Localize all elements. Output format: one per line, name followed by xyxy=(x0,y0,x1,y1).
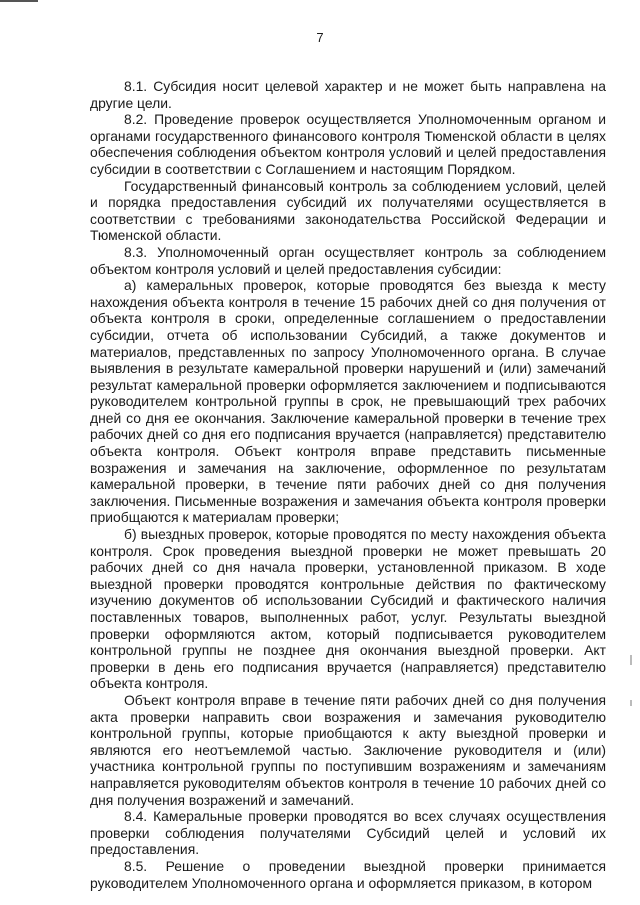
paragraph-8-1: 8.1. Субсидия носит целевой характер и не может быть направлена на другие цели. xyxy=(90,78,606,111)
paragraph-8-4: 8.4. Камеральные проверки проводятся во всех случаях осуществления проверки соблюдения получателями Субсидий целей и условий их предоставления. xyxy=(90,808,606,858)
scan-edge-speck xyxy=(630,655,632,665)
paragraph-8-5: 8.5. Решение о проведении выездной проверки принимается руководителем Уполномоченного органа и оформляется приказом, в котором xyxy=(90,857,606,891)
paragraph-8-3: 8.3. Уполномоченный орган осуществляет контроль за соблюдением объектом контроля условий и целей предоставления субсидии: xyxy=(90,243,606,277)
scan-edge-speck xyxy=(630,700,632,706)
page-number: 7 xyxy=(316,30,324,45)
paragraph-8-3-b: б) выездных проверок, которые проводятся по месту нахождения объекта контроля. Срок проведения выездной проверки не может превышать 20 рабочих дней со дня начала проверки, установленной приказом. В ходе выездной проверки проводятся контрольные действия по фактическому изучению документов об использовании Субсидий и фактического наличия поставленных товаров, выполненных работ, услуг. Результаты выездной проверки оформляются актом, который подписывается руководителем контрольной группы не позднее дня окончания выездной проверки. Акт проверки в день его подписания вручается (направляется) представителю объекта контроля. xyxy=(90,526,606,692)
scan-corner-mark xyxy=(0,0,38,2)
paragraph-8-3-a: а) камеральных проверок, которые проводятся без выезда к месту нахождения объекта контроля в течение 15 рабочих дней со дня получения от объекта контроля в сроки, определенные соглашением о предоставлении субсидии, отчета об использовании Субсидий, а также документов и материалов, представленных по запросу Уполномоченного органа. В случае выявления в результате камеральной проверки нарушений и (или) замечаний результат камеральной проверки оформляется заключением и подписываются руководителем контрольной группы в срок, не превышающий трех рабочих дней со дня ее окончания. Заключение камеральной проверки в течение трех рабочих дней со дня его подписания вручается (направляется) представителю объекта контроля. Объект контроля вправе представить письменные возражения и замечания на заключение, оформленное по результатам камеральной проверки, в течение пяти рабочих дней со дня получения заключения. Письменные возражения и замечания объекта контроля проверки приобщаются к материалам проверки; xyxy=(90,277,606,526)
paragraph-objections: Объект контроля вправе в течение пяти рабочих дней со дня получения акта проверки направить свои возражения и замечания руководителю контрольной группы, которые приобщаются к акту выездной проверки и являются его неотъемлемой частью. Заключение руководителя и (или) участника контрольной группы по поступившим возражениям и замечаниям направляется руководителям объектов контроля в течение 10 рабочих дней со дня получения возражений и замечаний. xyxy=(90,691,606,808)
document-body xyxy=(90,78,606,891)
paragraph-state-control: Государственный финансовый контроль за соблюдением условий, целей и порядка предоставления субсидий их получателями осуществляется в соответствии с требованиями законодательства Российской Федерации и Тюменской области. xyxy=(90,177,606,244)
paragraph-8-2: 8.2. Проведение проверок осуществляется Уполномоченным органом и органами государственного финансового контроля Тюменской области в целях обеспечения соблюдения объектом контроля условий и целей предоставления субсидии в соответствии с Соглашением и настоящим Порядком. xyxy=(90,111,606,177)
